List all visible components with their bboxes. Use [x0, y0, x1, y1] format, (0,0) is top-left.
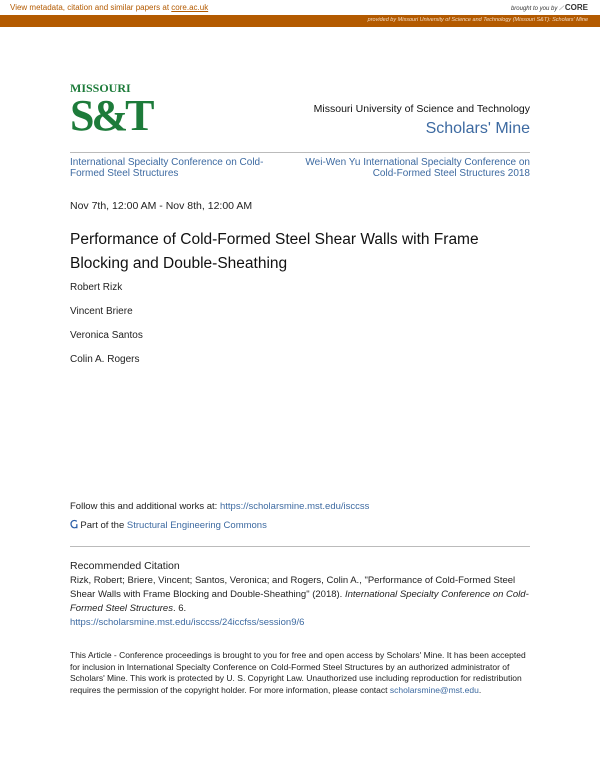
author: Veronica Santos — [70, 330, 143, 341]
commons-link[interactable]: Structural Engineering Commons — [126, 520, 267, 531]
paper-title: Performance of Cold-Formed Steel Shear Walls with Frame Blocking and Double-Sheathing — [70, 231, 479, 272]
author: Robert Rizk — [70, 282, 123, 293]
core-badge[interactable] — [511, 3, 588, 13]
citation-text — [70, 574, 535, 630]
conference-link-right[interactable]: Wei-Wen Yu International Specialty Conference on Cold-Formed Steel Structures 2018 — [305, 157, 530, 179]
logo-line1: MISSOURI — [70, 81, 131, 95]
provided-by-bar — [0, 15, 600, 27]
follow-link[interactable]: https://scholarsmine.mst.edu/isccss — [219, 501, 370, 512]
copyright-notice — [70, 650, 530, 696]
citation-journal: International Specialty Conference on Cold-Formed Steel Structures — [70, 589, 529, 614]
institution-name: Missouri University of Science and Technology — [313, 103, 530, 115]
author: Colin A. Rogers — [70, 354, 140, 365]
contact-email-link[interactable]: scholarsmine@mst.edu — [389, 684, 479, 695]
author: Vincent Briere — [70, 306, 133, 317]
part-of-line — [70, 520, 267, 531]
logo-line2: S&T — [70, 91, 152, 140]
citation-link[interactable]: https://scholarsmine.mst.edu/isccss/24iccfss/session9/6 — [70, 617, 305, 628]
missouri-st-logo — [70, 81, 152, 140]
event-date: Nov 7th, 12:00 AM - Nov 8th, 12:00 AM — [70, 200, 253, 212]
follow-text: Follow this and additional works at: — [70, 501, 220, 512]
provided-by-text: provided by Missouri University of Science and Technology (Missouri S&T): Scholars' Mine — [367, 17, 588, 23]
notice-end: . — [478, 684, 482, 695]
core-top-bar — [0, 0, 600, 15]
metadata-text: View metadata, citation and similar papers at — [10, 3, 172, 12]
citation-number: . 6. — [172, 603, 187, 614]
brought-by-text: brought to you by — [510, 6, 558, 12]
citation-body: Rizk, Robert; Briere, Vincent; Santos, Veronica; and Rogers, Colin A., "Performance of Cold-Formed Steel Shear Walls with Frame Blocking and Double-Sheathing" (2018). — [70, 575, 516, 600]
core-label: CORE — [564, 3, 588, 12]
commons-network-icon: Ⴚ — [70, 520, 78, 531]
part-of-text: Part of the — [80, 520, 127, 531]
citation-heading: Recommended Citation — [70, 560, 180, 572]
scholars-mine-link[interactable]: Scholars' Mine — [425, 120, 530, 137]
divider — [70, 152, 530, 153]
metadata-notice — [10, 3, 208, 12]
conference-link-left[interactable]: International Specialty Conference on Cold-Formed Steel Structures — [70, 157, 264, 179]
follow-line — [70, 501, 369, 512]
notice-text: This Article - Conference proceedings is brought to you for free and open access by Scholars' Mine. It has been accepted for inclusion in International Specialty Conference on Cold-Formed Steel Structures by an authorized administrator of Scholars' Mine. This work is protected by U. S. Copyright Law. Unauthorized use including reproduction for redistribution requires the permission of the copyright holder. For more information, please contact — [70, 650, 526, 695]
divider — [70, 546, 530, 547]
core-link[interactable]: core.ac.uk — [171, 3, 209, 12]
core-logo-icon: ⟋ — [559, 6, 564, 12]
